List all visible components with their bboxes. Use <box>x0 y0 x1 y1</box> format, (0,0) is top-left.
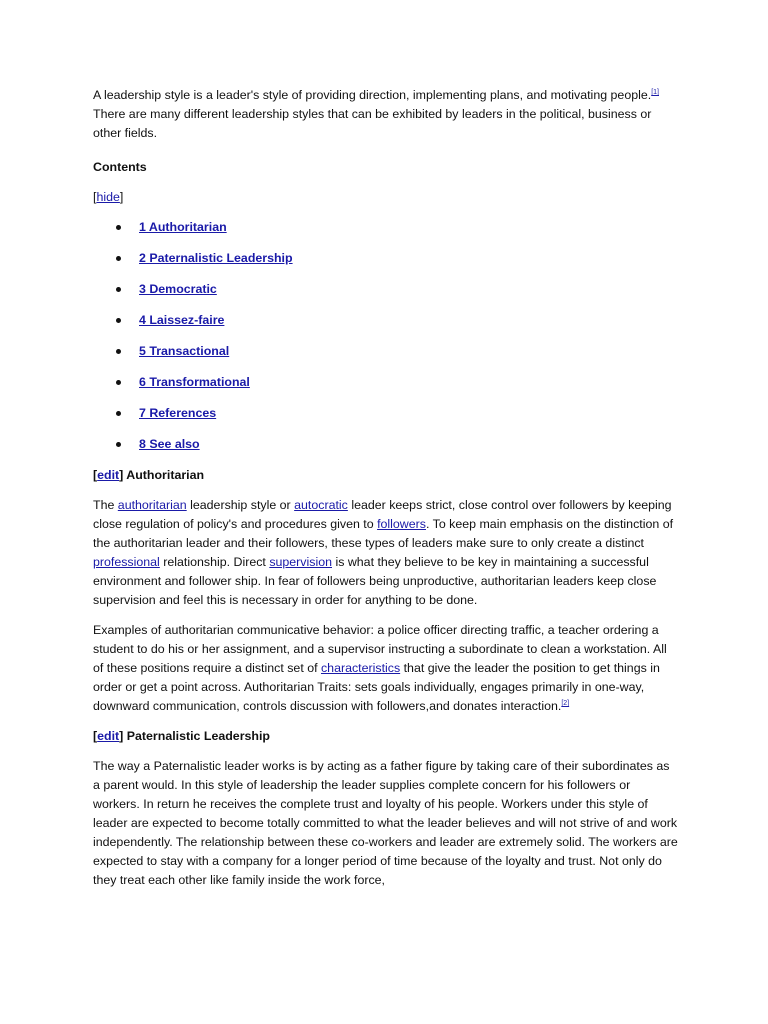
authoritarian-paragraph-1 <box>93 496 678 610</box>
paternalistic-paragraph-1: The way a Paternalistic leader works is by acting as a father figure by taking care of their subordinates as a parent would. In this style of leadership the leader supplies complete concern for his followers or workers. In return he receives the complete trust and loyalty of his people. Workers under this style of leader are expected to become totally committed to what the leader believes and will not strive of and work independently. The relationship between these co-workers and leader are extremely solid. The workers are expected to stay with a company for a longer period of time because of the loyalty and trust. Not only do they treat each other like family inside the work force, <box>93 759 678 887</box>
intro-text-continued: There are many different leadership styles that can be exhibited by leaders in the political, business or other fields. <box>93 107 652 140</box>
section-heading-authoritarian: [edit] Authoritarian <box>93 468 205 482</box>
edit-link-paternalistic[interactable]: edit <box>97 729 120 743</box>
section-heading-paternalistic: [edit] Paternalistic Leadership <box>93 729 270 743</box>
table-of-contents <box>93 218 678 454</box>
bracket-close: ] <box>119 190 124 204</box>
intro-text: A leadership style is a leader's style of providing direction, implementing plans, and motivating people. <box>93 88 652 102</box>
link-authoritarian[interactable]: authoritarian <box>117 498 187 512</box>
toc-item <box>93 435 678 454</box>
link-professional[interactable]: professional <box>93 555 160 569</box>
bullet-icon <box>116 411 121 416</box>
section-title: Authoritarian <box>126 468 205 482</box>
body-text: is what they believe to be key in maintaining a successful environment and follower ship. In fear of followers being unproductive, authoritarian leaders keep close supervision and feel this is necessary in order for anything to be done. <box>93 555 657 607</box>
reference-link-1[interactable]: [1] <box>651 89 659 96</box>
toc-link-democratic[interactable]: 3 Democratic <box>139 282 217 296</box>
bullet-icon <box>116 442 121 447</box>
toc-item <box>93 373 678 392</box>
toc-link-references[interactable]: 7 References <box>139 406 217 420</box>
body-text: that give the leader the position to get things in order or get a point across. Authoritarian Traits: sets goals individually, engages primarily in one-way, downward communication, controls discussion with followers,and donates interaction. <box>93 661 660 713</box>
bullet-icon <box>116 256 121 261</box>
bracket-open: [ <box>93 190 97 204</box>
section-title: Paternalistic Leadership <box>126 729 270 743</box>
toc-link-transformational[interactable]: 6 Transformational <box>139 375 250 389</box>
link-supervision[interactable]: supervision <box>269 555 332 569</box>
toc-item <box>93 218 678 237</box>
toc-link-laissez-faire[interactable]: 4 Laissez-faire <box>139 313 225 327</box>
contents-heading: Contents <box>93 160 147 174</box>
body-text: . To keep main emphasis on the distinction of the authoritarian leader and their followers, these types of leaders make sure to only create a distinct <box>93 517 674 550</box>
body-text: leadership style or <box>186 498 295 512</box>
body-text: leader keeps strict, close control over followers by keeping close regulation of policy's and procedures given to <box>93 498 672 531</box>
toc-item <box>93 404 678 423</box>
toc-item <box>93 311 678 330</box>
body-text: relationship. Direct <box>159 555 270 569</box>
toc-item <box>93 280 678 299</box>
toc-link-see-also[interactable]: 8 See also <box>139 437 200 451</box>
bullet-icon <box>116 225 121 230</box>
link-followers[interactable]: followers <box>377 517 426 531</box>
link-characteristics[interactable]: characteristics <box>320 661 401 675</box>
contents-toggle <box>93 188 678 207</box>
body-text: Examples of authoritarian communicative behavior: a police officer directing traffic, a teacher ordering a student to do his or her assignment, and a supervisor instructing a subordinate to clean a workstation. All of these positions require a distinct set of <box>93 623 667 675</box>
toc-link-paternalistic[interactable]: 2 Paternalistic Leadership <box>139 251 293 265</box>
toc-item <box>93 249 678 268</box>
reference-link-2[interactable]: [2] <box>561 700 570 707</box>
bullet-icon <box>116 349 121 354</box>
hide-contents-link[interactable]: hide <box>96 190 120 204</box>
article-body <box>93 86 678 901</box>
intro-paragraph <box>93 86 678 143</box>
authoritarian-paragraph-2 <box>93 621 678 716</box>
bullet-icon <box>116 318 121 323</box>
toc-item <box>93 342 678 361</box>
bullet-icon <box>116 380 121 385</box>
toc-link-transactional[interactable]: 5 Transactional <box>139 344 230 358</box>
bullet-icon <box>116 287 121 292</box>
link-autocratic[interactable]: autocratic <box>294 498 348 512</box>
edit-link-authoritarian[interactable]: edit <box>97 468 120 482</box>
toc-link-authoritarian[interactable]: 1 Authoritarian <box>139 220 227 234</box>
body-text: The <box>93 498 118 512</box>
